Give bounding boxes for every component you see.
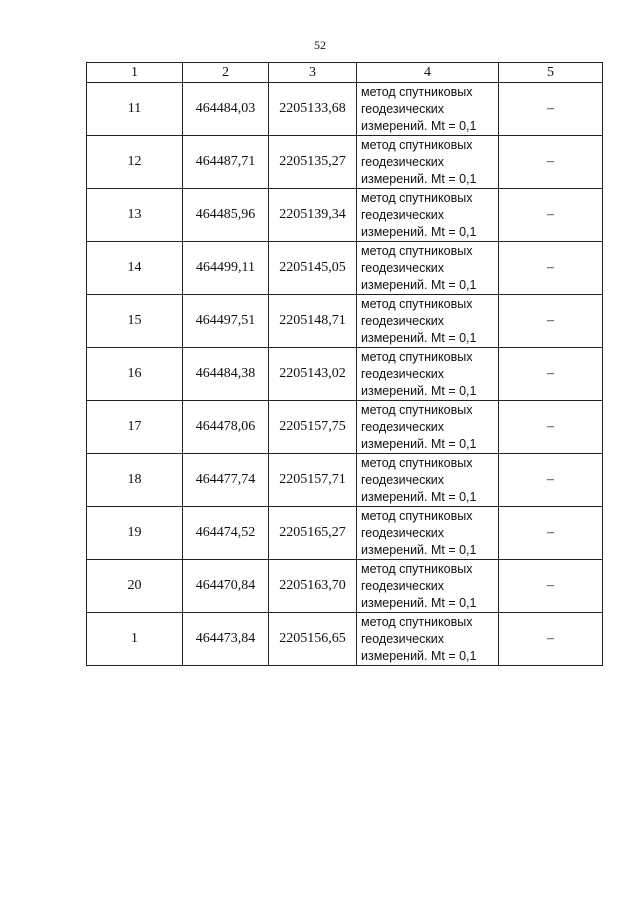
method-line: геодезических (361, 154, 445, 169)
y-coordinate-cell: 2205135,27 (269, 136, 357, 189)
method-line: метод спутниковых (361, 561, 473, 576)
x-coordinate-cell: 464477,74 (183, 454, 269, 507)
x-coordinate-cell: 464484,38 (183, 348, 269, 401)
note-cell: – (499, 613, 603, 666)
x-coordinate-cell: 464499,11 (183, 242, 269, 295)
point-number-cell: 12 (87, 136, 183, 189)
x-coordinate-cell: 464484,03 (183, 83, 269, 136)
method-line: метод спутниковых (361, 137, 473, 152)
table-row (87, 295, 603, 348)
y-coordinate-cell: 2205156,65 (269, 613, 357, 666)
method-line: метод спутниковых (361, 455, 473, 470)
point-number-cell: 18 (87, 454, 183, 507)
coordinates-table (86, 62, 603, 666)
note-cell: – (499, 454, 603, 507)
header-cell-2: 2 (183, 63, 269, 83)
header-cell-5: 5 (499, 63, 603, 83)
method-line: измерений. Mt = 0,1 (361, 171, 477, 186)
table-body (87, 83, 603, 666)
method-line: измерений. Mt = 0,1 (361, 277, 477, 292)
method-line: измерений. Mt = 0,1 (361, 436, 477, 451)
table-row (87, 507, 603, 560)
x-coordinate-cell: 464485,96 (183, 189, 269, 242)
y-coordinate-cell: 2205148,71 (269, 295, 357, 348)
method-line: геодезических (361, 631, 445, 646)
y-coordinate-cell: 2205133,68 (269, 83, 357, 136)
point-number-cell: 13 (87, 189, 183, 242)
x-coordinate-cell: 464473,84 (183, 613, 269, 666)
method-line: метод спутниковых (361, 614, 473, 629)
method-line: метод спутниковых (361, 84, 473, 99)
method-line: измерений. Mt = 0,1 (361, 648, 477, 663)
method-line: геодезических (361, 260, 445, 275)
method-cell (357, 613, 499, 666)
y-coordinate-cell: 2205165,27 (269, 507, 357, 560)
method-line: геодезических (361, 578, 445, 593)
method-line: измерений. Mt = 0,1 (361, 224, 477, 239)
note-cell: – (499, 242, 603, 295)
table-row (87, 83, 603, 136)
point-number-cell: 11 (87, 83, 183, 136)
x-coordinate-cell: 464497,51 (183, 295, 269, 348)
table-row (87, 613, 603, 666)
method-cell (357, 83, 499, 136)
header-row (87, 63, 603, 83)
method-line: геодезических (361, 419, 445, 434)
header-cell-1: 1 (87, 63, 183, 83)
method-cell (357, 242, 499, 295)
point-number-cell: 19 (87, 507, 183, 560)
method-line: измерений. Mt = 0,1 (361, 542, 477, 557)
method-cell (357, 189, 499, 242)
method-line: геодезических (361, 313, 445, 328)
method-cell (357, 348, 499, 401)
x-coordinate-cell: 464478,06 (183, 401, 269, 454)
method-line: метод спутниковых (361, 349, 473, 364)
x-coordinate-cell: 464470,84 (183, 560, 269, 613)
method-cell (357, 454, 499, 507)
method-line: метод спутниковых (361, 296, 473, 311)
y-coordinate-cell: 2205157,71 (269, 454, 357, 507)
method-line: метод спутниковых (361, 508, 473, 523)
y-coordinate-cell: 2205157,75 (269, 401, 357, 454)
method-line: геодезических (361, 366, 445, 381)
method-line: геодезических (361, 101, 445, 116)
table-row (87, 242, 603, 295)
y-coordinate-cell: 2205139,34 (269, 189, 357, 242)
x-coordinate-cell: 464487,71 (183, 136, 269, 189)
method-line: геодезических (361, 525, 445, 540)
note-cell: – (499, 295, 603, 348)
method-line: геодезических (361, 472, 445, 487)
method-cell (357, 136, 499, 189)
note-cell: – (499, 189, 603, 242)
method-line: метод спутниковых (361, 190, 473, 205)
point-number-cell: 17 (87, 401, 183, 454)
point-number-cell: 20 (87, 560, 183, 613)
note-cell: – (499, 83, 603, 136)
x-coordinate-cell: 464474,52 (183, 507, 269, 560)
table-row (87, 401, 603, 454)
method-cell (357, 507, 499, 560)
note-cell: – (499, 507, 603, 560)
point-number-cell: 14 (87, 242, 183, 295)
method-line: измерений. Mt = 0,1 (361, 118, 477, 133)
method-line: метод спутниковых (361, 243, 473, 258)
method-cell (357, 295, 499, 348)
method-cell (357, 401, 499, 454)
point-number-cell: 1 (87, 613, 183, 666)
table-row (87, 189, 603, 242)
point-number-cell: 15 (87, 295, 183, 348)
method-line: измерений. Mt = 0,1 (361, 595, 477, 610)
method-line: метод спутниковых (361, 402, 473, 417)
note-cell: – (499, 560, 603, 613)
table-row (87, 136, 603, 189)
header-cell-4: 4 (357, 63, 499, 83)
method-line: измерений. Mt = 0,1 (361, 383, 477, 398)
note-cell: – (499, 401, 603, 454)
method-line: измерений. Mt = 0,1 (361, 489, 477, 504)
table-row (87, 560, 603, 613)
table-row (87, 348, 603, 401)
note-cell: – (499, 348, 603, 401)
method-cell (357, 560, 499, 613)
y-coordinate-cell: 2205143,02 (269, 348, 357, 401)
method-line: измерений. Mt = 0,1 (361, 330, 477, 345)
y-coordinate-cell: 2205163,70 (269, 560, 357, 613)
page-number: 52 (314, 38, 326, 52)
y-coordinate-cell: 2205145,05 (269, 242, 357, 295)
table-row (87, 454, 603, 507)
method-line: геодезических (361, 207, 445, 222)
point-number-cell: 16 (87, 348, 183, 401)
note-cell: – (499, 136, 603, 189)
header-cell-3: 3 (269, 63, 357, 83)
